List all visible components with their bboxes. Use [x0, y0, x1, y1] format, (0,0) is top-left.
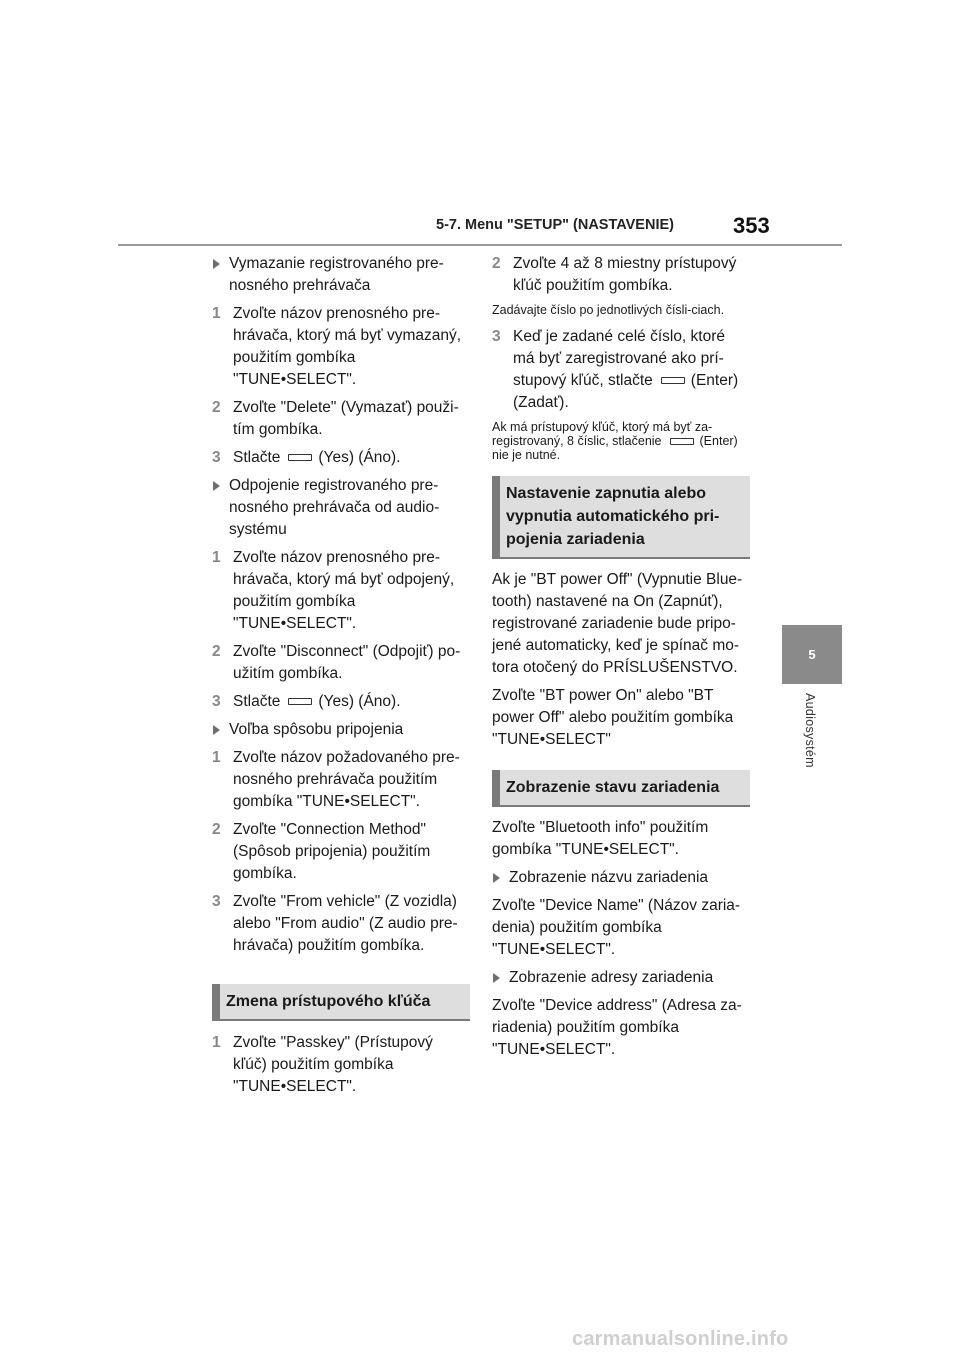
subheading-connection: Voľba spôsobu pripojenia: [212, 719, 470, 741]
section-title: 5-7. Menu "SETUP" (NASTAVENIE): [436, 217, 674, 233]
step-item: 3 Keď je zadané celé číslo, ktoré má byť zaregistrované ako prí-stupový kľúč, stlačte (Enter) (Zadať).: [492, 328, 739, 411]
paragraph: Zvoľte "BT power On" alebo "BT power Off" alebo použitím gombíka "TUNE•SELECT": [492, 687, 734, 748]
step-item: 1 Zvoľte názov prenosného pre-hrávača, ktorý má byť vymazaný, použitím gombíka "TUNE•SELECT".: [212, 305, 462, 388]
button-symbol-icon: [661, 377, 685, 384]
subheading-device-name: Zobrazenie názvu zariadenia: [492, 867, 750, 889]
step-item: 2 Zvoľte 4 až 8 miestny prístupový kľúč použitím gombíka.: [492, 255, 737, 294]
paragraph: Ak je "BT power Off" (Vypnutie Blue-tooth) nastavené na On (Zapnúť), registrované zariadenie bude pripo-jené automaticky, keď je spínač mo-tora otočený do PRÍSLUŠENSTVO.: [492, 571, 743, 676]
triangle-bullet-icon: [213, 259, 220, 269]
note-text: Zadávajte číslo po jednotlivých čísli-ciach.: [492, 303, 725, 317]
chapter-number: 5: [808, 647, 816, 662]
step-item: 2 Zvoľte "Disconnect" (Odpojiť) po-užitím gombíka.: [212, 643, 461, 682]
step-item: 2 Zvoľte "Connection Method" (Spôsob pripojenia) použitím gombíka.: [212, 821, 431, 882]
chapter-tab: [782, 625, 842, 684]
button-symbol-icon: [288, 454, 312, 461]
note-text: Ak má prístupový kľúč, ktorý má byť za-registrovaný, 8 číslic, stlačenie (Enter) nie je nutné.: [492, 420, 738, 462]
triangle-bullet-icon: [493, 873, 500, 883]
right-column: [492, 253, 750, 1067]
step-item: 3 Zvoľte "From vehicle" (Z vozidla) alebo "From audio" (Z audio pre-hrávača) použitím gombíka.: [212, 893, 458, 954]
subheading-disconnect: Odpojenie registrovaného pre-nosného prehrávača od audio-systému: [212, 475, 470, 541]
paragraph: Zvoľte "Device Name" (Názov zaria-denia) použitím gombíka "TUNE•SELECT".: [492, 897, 741, 958]
section-heading-passkey: Zmena prístupového kľúča: [212, 984, 470, 1021]
step-item: 1 Zvoľte "Passkey" (Prístupový kľúč) použitím gombíka "TUNE•SELECT".: [212, 1034, 433, 1095]
header-rule: [118, 244, 842, 246]
step-item: 1 Zvoľte názov prenosného pre-hrávača, ktorý má byť odpojený, použitím gombíka "TUNE•SELECT".: [212, 549, 455, 632]
paragraph: Zvoľte "Device address" (Adresa za-riadenia) použitím gombíka "TUNE•SELECT".: [492, 997, 742, 1058]
chapter-label: Audiosystém: [803, 693, 817, 768]
footer-watermark: carmanualsonline.info: [572, 1328, 789, 1350]
triangle-bullet-icon: [493, 973, 500, 983]
step-item: 3 Stlačte (Yes) (Áno).: [212, 449, 401, 466]
step-item: 1 Zvoľte názov požadovaného pre-nosného prehrávača použitím gombíka "TUNE•SELECT".: [212, 749, 460, 810]
step-item: 3 Stlačte (Yes) (Áno).: [212, 693, 401, 710]
button-symbol-icon: [288, 698, 312, 705]
triangle-bullet-icon: [213, 481, 220, 491]
section-heading-auto-connect: Nastavenie zapnutia alebo vypnutia automatického pri-pojenia zariadenia: [492, 476, 750, 559]
subheading-device-address: Zobrazenie adresy zariadenia: [492, 967, 750, 989]
page-number: 353: [733, 213, 770, 238]
button-symbol-icon: [670, 438, 694, 445]
section-heading-device-status: Zobrazenie stavu zariadenia: [492, 770, 750, 807]
left-column: [212, 253, 470, 1104]
triangle-bullet-icon: [213, 725, 220, 735]
step-item: 2 Zvoľte "Delete" (Vymazať) použi-tím gombíka.: [212, 399, 459, 438]
paragraph: Zvoľte "Bluetooth info" použitím gombíka "TUNE•SELECT".: [492, 819, 709, 858]
subheading-delete: Vymazanie registrovaného pre-nosného prehrávača: [212, 253, 470, 297]
